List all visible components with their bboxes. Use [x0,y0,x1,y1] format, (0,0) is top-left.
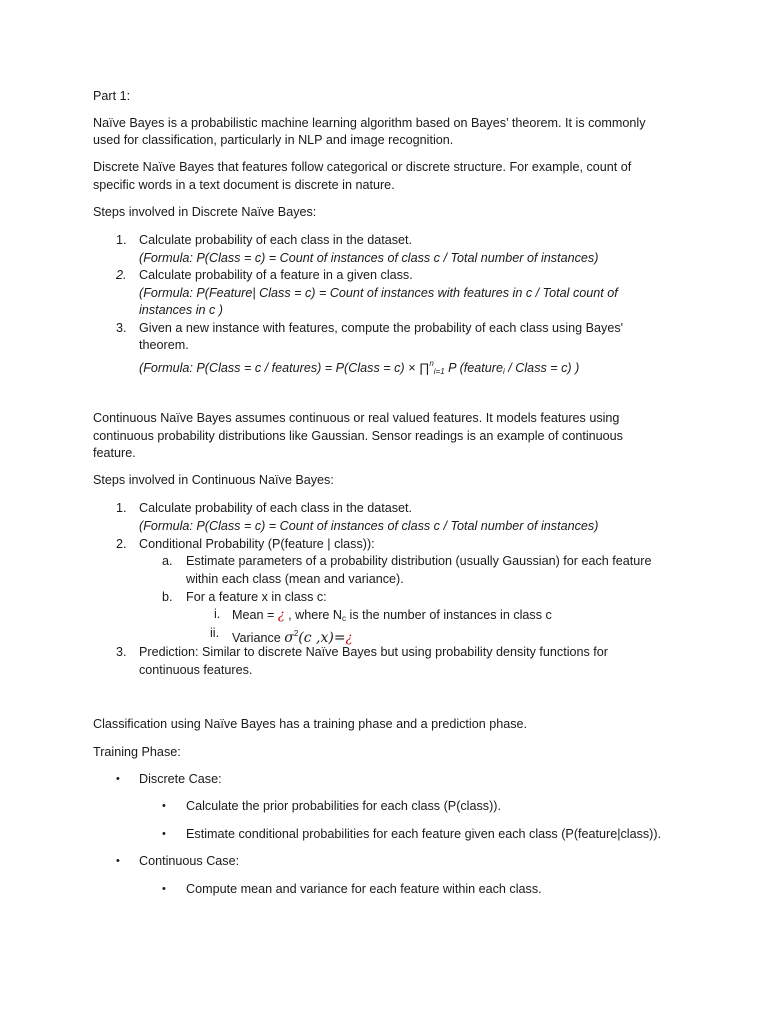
training-heading: Training Phase: [93,745,181,759]
continuous-step-2-text: Conditional Probability (P(feature | class)): [139,537,375,551]
discrete-step-3-formula: (Formula: P(Class = c / features) = P(Class = c) × ∏$^n_{i=1}$ P (feature$_i$ / Class = c) ) [139,359,580,376]
discrete-step-2-text: Calculate probability of a feature in a given class. [139,268,413,282]
continuous-desc-line-1: Continuous Naïve Bayes assumes continuous or real valued features. It models features using [93,411,620,425]
continuous-step-2bii-label: ii. [210,626,220,640]
continuous-step-2bi-label: i. [214,607,221,621]
bullet-discrete-item-2: • [162,828,166,840]
continuous-step-1-formula: (Formula: P(Class = c) = Count of instances of class c / Total number of instances) [139,519,599,533]
intro-line-1: Naïve Bayes is a probabilistic machine learning algorithm based on Bayes’ theorem. It is commonly [93,116,646,130]
continuous-step-2b-text: For a feature x in class c: [186,590,327,604]
continuous-step-2a-line-2: within each class (mean and variance). [186,572,404,586]
continuous-step-2-number: 2. [116,537,127,551]
continuous-step-2b-label: b. [162,590,173,604]
part-label: Part 1: [93,89,131,103]
bullet-discrete-item-1: • [162,800,166,812]
discrete-step-2-formula-line-2: instances in c ) [139,303,223,317]
discrete-item-2: Estimate conditional probabilities for each feature given each class (P(feature|class)). [186,827,662,841]
discrete-step-2-formula-line-1: (Formula: P(Feature| Class = c) = Count of instances with features in c / Total count of [139,286,618,300]
discrete-step-2-number: 2. [116,268,127,282]
continuous-step-2a-label: a. [162,554,173,568]
discrete-step-3-text-line-1: Given a new instance with features, compute the probability of each class using Bayes' [139,321,624,335]
discrete-steps-heading: Steps involved in Discrete Naïve Bayes: [93,205,317,219]
discrete-step-1-formula: (Formula: P(Class = c) = Count of instances of class c / Total number of instances) [139,251,599,265]
discrete-step-1-text: Calculate probability of each class in the dataset. [139,233,413,247]
continuous-step-3-line-1: Prediction: Similar to discrete Naïve Bayes but using probability density functions for [139,645,608,659]
continuous-step-3-line-2: continuous features. [139,663,253,677]
discrete-step-1-number: 1. [116,233,127,247]
mean-value-glyph: ¿ [277,607,285,622]
discrete-step-3-text-line-2: theorem. [139,338,189,352]
mean-formula: Mean = ¿ , where $N_c$ is the number of instances in class c [232,607,552,623]
continuous-step-3-number: 3. [116,645,127,659]
continuous-case-label: Continuous Case: [139,854,240,868]
continuous-step-1-text: Calculate probability of each class in the dataset. [139,501,413,515]
discrete-desc-line-2: specific words in a text document is discrete in nature. [93,178,395,192]
continuous-step-2a-line-1: Estimate parameters of a probability distribution (usually Gaussian) for each feature [186,554,652,568]
discrete-step-3-number: 3. [116,321,127,335]
intro-line-2: used for classification, particularly in NLP and image recognition. [93,133,454,147]
continuous-desc-line-2: continuous probability distributions like Gaussian. Sensor readings is an example of continuous [93,429,623,443]
discrete-case-label: Discrete Case: [139,772,222,786]
continuous-step-1-number: 1. [116,501,127,515]
continuous-desc-line-3: feature. [93,446,136,460]
bullet-discrete-case: • [116,773,120,785]
discrete-item-1: Calculate the prior probabilities for each class (P(class)). [186,799,501,813]
variance-value-glyph: ¿ [345,630,353,645]
continuous-item-1: Compute mean and variance for each feature within each class. [186,882,542,896]
variance-formula: Variance $\sigma^2(c$ ,x)=¿ [232,629,353,646]
bullet-continuous-case: • [116,855,120,867]
bullet-continuous-item-1: • [162,883,166,895]
classification-line: Classification using Naïve Bayes has a training phase and a prediction phase. [93,717,528,731]
discrete-desc-line-1: Discrete Naïve Bayes that features follow categorical or discrete structure. For example, count of [93,160,632,174]
continuous-steps-heading: Steps involved in Continuous Naïve Bayes: [93,473,334,487]
